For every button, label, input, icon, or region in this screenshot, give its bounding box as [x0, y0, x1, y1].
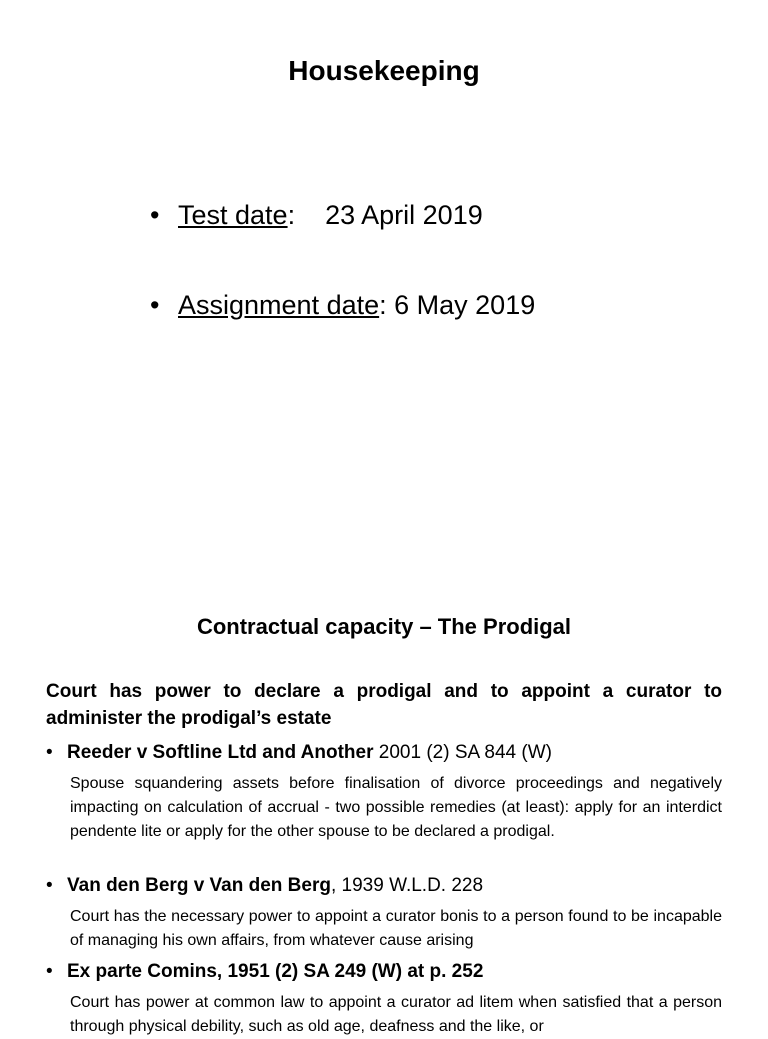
slide-title: Contractual capacity – The Prodigal: [196, 614, 572, 639]
case-citation: 2001 (2) SA 844 (W): [373, 742, 552, 763]
bullet-separator: :: [379, 290, 387, 320]
bullet-assignment-date: [150, 290, 535, 321]
case-citation: , 1939 W.L.D. 228: [330, 875, 484, 896]
bullet-label: Assignment date: [178, 290, 380, 320]
bullet-value: 6 May 2019: [386, 290, 536, 320]
bullet-icon: •: [46, 742, 53, 763]
case-description: Court has the necessary power to appoint a curator bonis to a person found to be incapable of managing his own affairs, from whatever cause arising: [70, 908, 722, 949]
bullet-value: 23 April 2019: [295, 200, 483, 230]
case-heading: [46, 742, 722, 764]
case-name: Ex parte Comins, 1951 (2) SA 249 (W) at p. 252: [67, 961, 484, 982]
case-heading: [46, 875, 722, 897]
slide-prodigal: [0, 592, 768, 1035]
case-name: Reeder v Softline Ltd and Another: [67, 742, 374, 763]
slide-title: Housekeeping: [288, 55, 480, 86]
case-name: Van den Berg v Van den Berg: [67, 875, 331, 896]
bullet-icon: •: [150, 290, 160, 320]
bullet-separator: :: [287, 200, 296, 230]
case-heading: [46, 961, 722, 983]
bullet-icon: •: [46, 961, 53, 982]
case-description: Spouse squandering assets before finalisation of divorce proceedings and negatively impacting on calculation of accrual - two possible remedies (at least): apply for an interdict pendente lite or apply for the other spouse to be declared a prodigal.: [70, 775, 722, 840]
case-description: Court has power at common law to appoint a curator ad litem when satisfied that a person through physical debility, such as old age, deafness and the like, or: [70, 994, 722, 1035]
lead-statement: Court has power to declare a prodigal and to appoint a curator to administer the prodigal’s estate: [46, 681, 722, 729]
bullet-icon: •: [46, 875, 53, 896]
bullet-icon: •: [150, 200, 160, 230]
bullet-label: Test date: [178, 200, 288, 230]
bullet-test-date: [150, 200, 483, 231]
